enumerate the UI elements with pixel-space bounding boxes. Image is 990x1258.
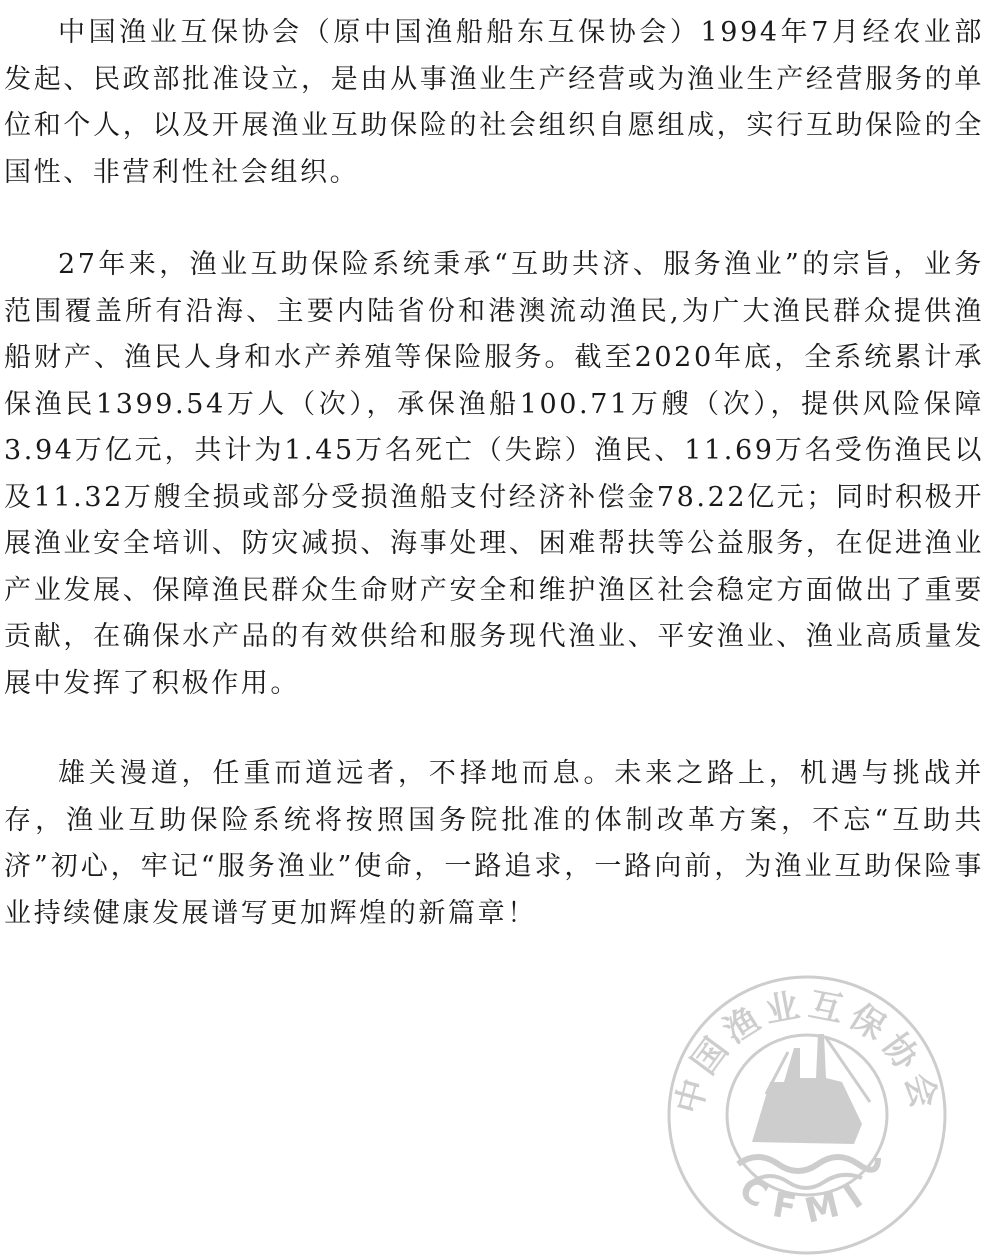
paragraph-introduction: 中国渔业互保协会（原中国渔船船东互保协会）1994年7月经农业部发起、民政部批准设立，是由从事渔业生产经营或为渔业生产经营服务的单位和个人，以及开展渔业互助保险的社会组织自愿组成，实行互助保险的全国性、非营利性社会组织。 xyxy=(4,17,984,188)
paragraph-achievements: 27年来，渔业互助保险系统秉承“互助共济、服务渔业”的宗旨，业务范围覆盖所有沿海、主要内陆省份和港澳流动渔民,为广大渔民群众提供渔船财产、渔民人身和水产养殖等保险服务。截至2020年底，全系统累计承保渔民1399.54万人（次），承保渔船100.71万艘（次），提供风险保障3.94万亿元，共计为1.45万名死亡（失踪）渔民、11.69万名受伤渔民以及11.32万艘全损或部分受损渔船支付经济补偿金78.22亿元；同时积极开展渔业安全培训、防灾减损、海事处理、困难帮扶等公益服务，在促进渔业产业发展、保障渔民群众生命财产安全和维护渔区社会稳定方面做出了重要贡献，在确保水产品的有效供给和服务现代渔业、平安渔业、渔业高质量发展中发挥了积极作用。 xyxy=(4,249,984,699)
svg-text:CFMI xyxy=(732,1169,881,1232)
seal-name-text: 中国渔业互保协会 xyxy=(668,984,946,1119)
seal-abbr-text: CFMI xyxy=(732,1169,882,1232)
body-text xyxy=(4,10,984,983)
paragraph-future: 雄关漫道，任重而道远者，不择地而息。未来之路上，机遇与挑战并存，渔业互助保险系统将按照国务院批准的体制改革方案，不忘“互助共济”初心，牢记“服务渔业”使命，一路追求，一路向前，为渔业互助保险事业持续健康发展谱写更加辉煌的新篇章！ xyxy=(4,758,984,929)
cfmi-seal-icon xyxy=(666,974,948,1256)
